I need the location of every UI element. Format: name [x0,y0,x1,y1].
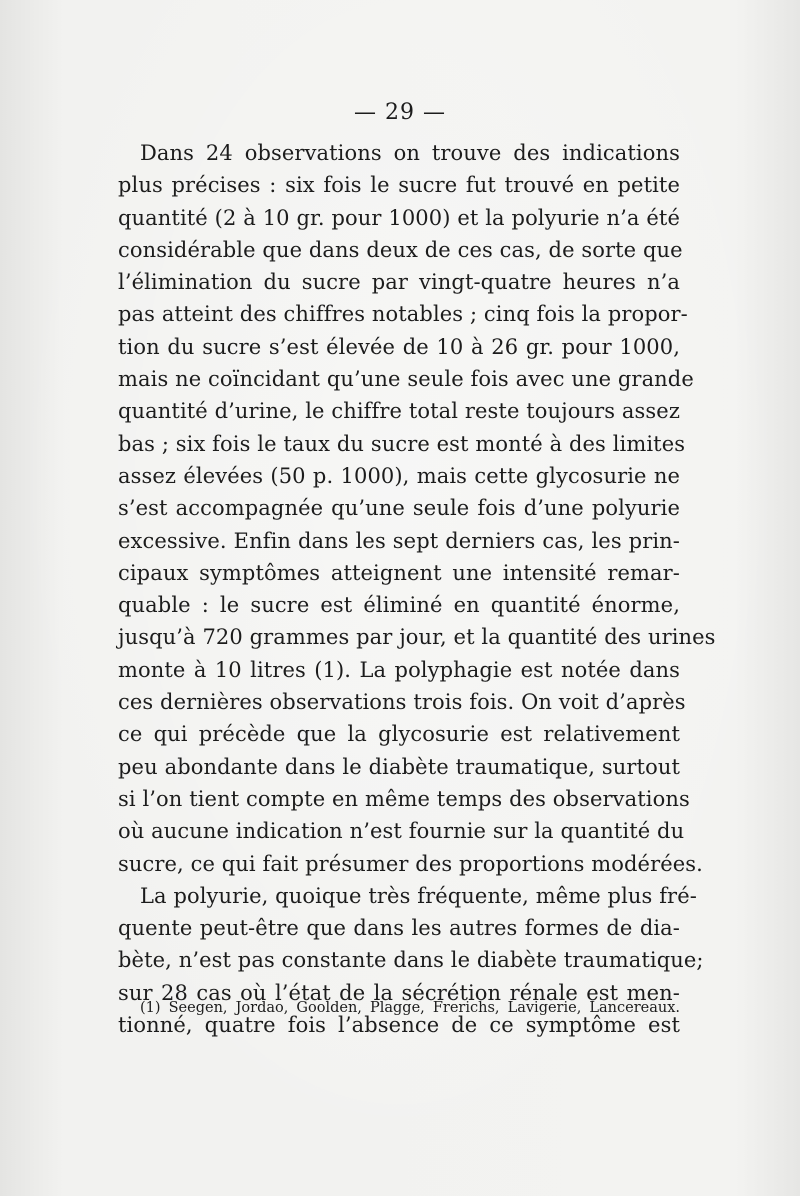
text-line: Dans 24 observations on trouve des indications [140,141,680,165]
text-line: mais ne coïncidant qu’une seule fois avec une grande [118,367,694,392]
text-line: bète, n’est pas constante dans le diabète traumatique; [118,948,704,973]
footnote: (1) Seegen, Jordao, Goolden, Plagge, Frerichs, Lavigerie, Lancereaux. [140,1000,680,1016]
text-line: sucre, ce qui fait présumer des proportions modérées. [118,851,703,876]
text-line: peu abondante dans le diabète traumatique, surtout [118,754,680,779]
text-line: ces dernières observations trois fois. On voit d’après [118,690,686,715]
text-line: plus précises : six fois le sucre fut trouvé en petite [118,173,680,198]
text-line: cipaux symptômes atteignent une intensité remar- [118,560,680,585]
text-line: l’élimination du sucre par vingt-quatre heures n’a [118,270,680,295]
text-line: quable : le sucre est éliminé en quantité énorme, [118,593,680,618]
text-line: assez élevées (50 p. 1000), mais cette glycosurie ne [118,463,680,488]
text-line: si l’on tient compte en même temps des observations [118,786,690,811]
text-line: sur 28 cas où l’état de la sécrétion rénale est men- [118,980,680,1005]
text-line: quantité (2 à 10 gr. pour 1000) et la polyurie n’a été [118,205,680,230]
text-line: excessive. Enfin dans les sept derniers cas, les prin- [118,528,680,553]
text-line: jusqu’à 720 grammes par jour, et la quantité des urines [118,625,716,650]
text-line: tion du sucre s’est élevée de 10 à 26 gr. pour 1000, [118,334,680,359]
text-line: considérable que dans deux de ces cas, de sorte que [118,237,683,262]
text-line: quantité d’urine, le chiffre total reste toujours assez [118,399,680,424]
text-line: bas ; six fois le taux du sucre est monté à des limites [118,431,686,456]
body-text [118,137,716,1041]
text-line: La polyurie, quoique très fréquente, même plus fré- [140,883,697,908]
page-number: — 29 — [354,100,446,125]
text-line: monte à 10 litres (1). La polyphagie est notée dans [118,657,680,682]
text-line: s’est accompagnée qu’une seule fois d’une polyurie [118,496,680,521]
text-line: ce qui précède que la glycosurie est relativement [118,722,680,747]
text-line: où aucune indication n’est fournie sur la quantité du [118,819,685,844]
text-line: pas atteint des chiffres notables ; cinq fois la propor- [118,302,688,327]
text-line: quente peut-être que dans les autres formes de dia- [118,916,680,941]
text-line: tionné, quatre fois l’absence de ce symptôme est [118,1013,680,1038]
